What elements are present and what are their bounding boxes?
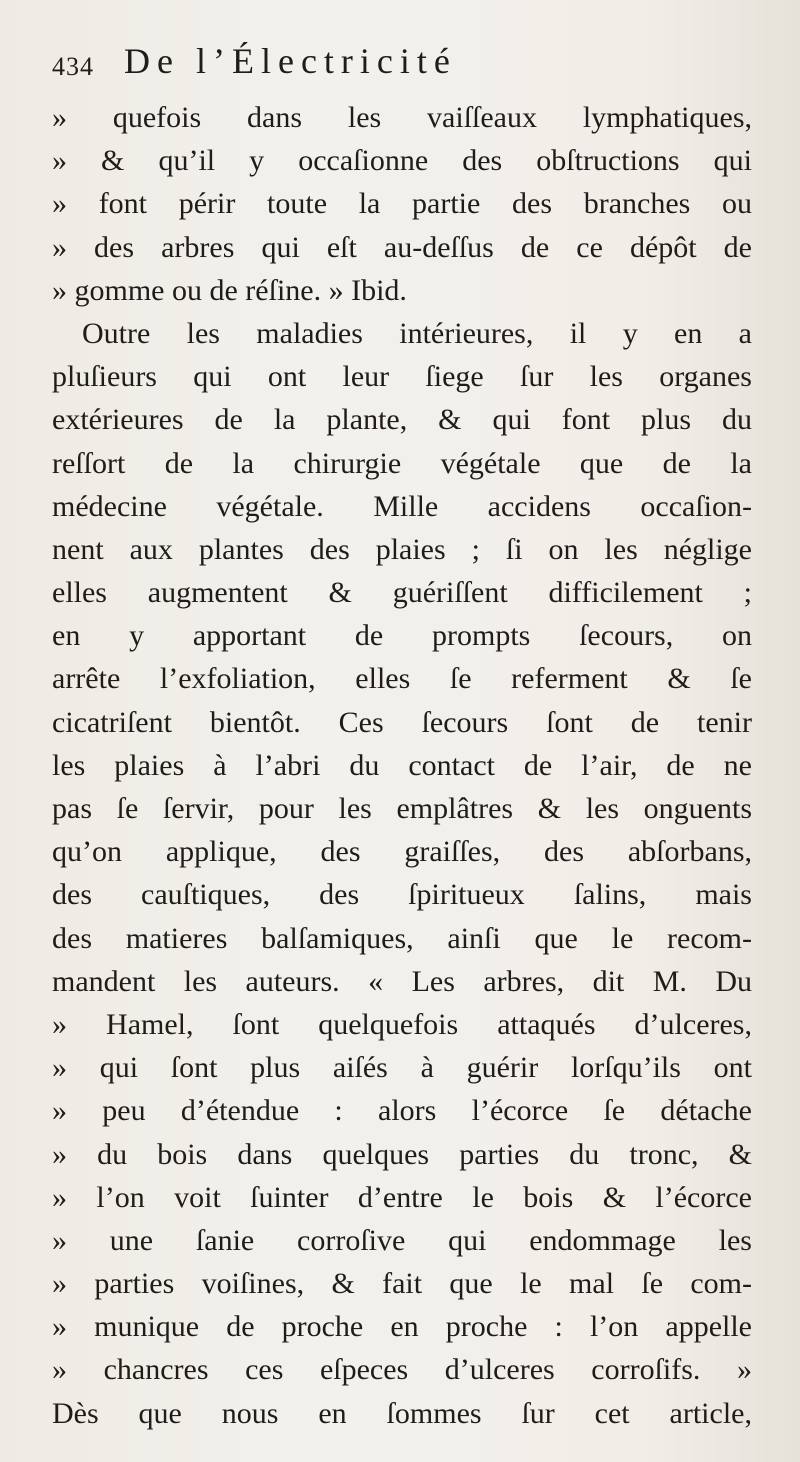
text-line: pas ſe ſervir, pour les emplâtres & les onguents	[52, 792, 752, 825]
text-line: » parties voiſines, & fait que le mal ſe com-	[52, 1267, 752, 1301]
text-line: qu’on applique, des graiſſes, des abſorbans,	[52, 835, 752, 869]
text-line: extérieures de la plante, & qui font plus du	[52, 403, 752, 437]
page-header	[52, 40, 752, 84]
text-line: Outre les maladies intérieures, il y en a	[82, 316, 752, 350]
text-line: » font périr toute la partie des branches ou	[52, 187, 752, 221]
text-line: » & qu’il y occaſionne des obſtructions qui	[52, 144, 752, 178]
text-line: médecine végétale. Mille accidens occaſion-	[52, 489, 752, 523]
text-line: » quefois dans les vaiſſeaux lymphatiques,	[52, 101, 752, 134]
text-line: » Hamel, ſont quelquefois attaqués d’ulceres,	[52, 1007, 752, 1041]
text-line: Dès que nous en ſommes ſur cet article,	[52, 1396, 752, 1430]
text-line: » du bois dans quelques parties du tronc, &	[52, 1137, 752, 1171]
text-line: » munique de proche en proche : l’on appelle	[52, 1310, 752, 1344]
text-line: des matieres balſamiques, ainſi que le recom-	[52, 921, 752, 955]
text-line: » peu d’étendue : alors l’écorce ſe détache	[52, 1094, 752, 1128]
body-text	[52, 96, 752, 1435]
text-line: mandent les auteurs. « Les arbres, dit M. Du	[52, 964, 752, 998]
text-line: » qui ſont plus aiſés à guérir lorſqu’ils ont	[52, 1051, 752, 1085]
page-number: 434	[52, 52, 94, 81]
text-line: cicatriſent bientôt. Ces ſecours ſont de tenir	[52, 705, 752, 739]
text-line: » chancres ces eſpeces d’ulceres corroſifs. »	[52, 1353, 752, 1387]
text-line: nent aux plantes des plaies ; ſi on les néglige	[52, 532, 752, 566]
text-line: les plaies à l’abri du contact de l’air, de ne	[52, 748, 752, 782]
text-line: arrête l’exfoliation, elles ſe referment & ſe	[52, 662, 752, 696]
text-line: en y apportant de prompts ſecours, on	[52, 619, 752, 653]
text-line: reſſort de la chirurgie végétale que de la	[52, 446, 752, 480]
text-line: » une ſanie corroſive qui endommage les	[52, 1223, 752, 1257]
text-line: » gomme ou de réſine. » Ibid.	[52, 273, 407, 307]
text-line: elles augmentent & guériſſent difficilement ;	[52, 576, 752, 610]
text-line: des cauſtiques, des ſpiritueux ſalins, mais	[52, 878, 752, 912]
running-title: De l’Électricité	[124, 41, 457, 81]
text-line: pluſieurs qui ont leur ſiege ſur les organes	[52, 360, 752, 394]
text-line: » des arbres qui eſt au-deſſus de ce dépôt de	[52, 230, 752, 264]
text-line: » l’on voit ſuinter d’entre le bois & l’écorce	[52, 1180, 752, 1214]
